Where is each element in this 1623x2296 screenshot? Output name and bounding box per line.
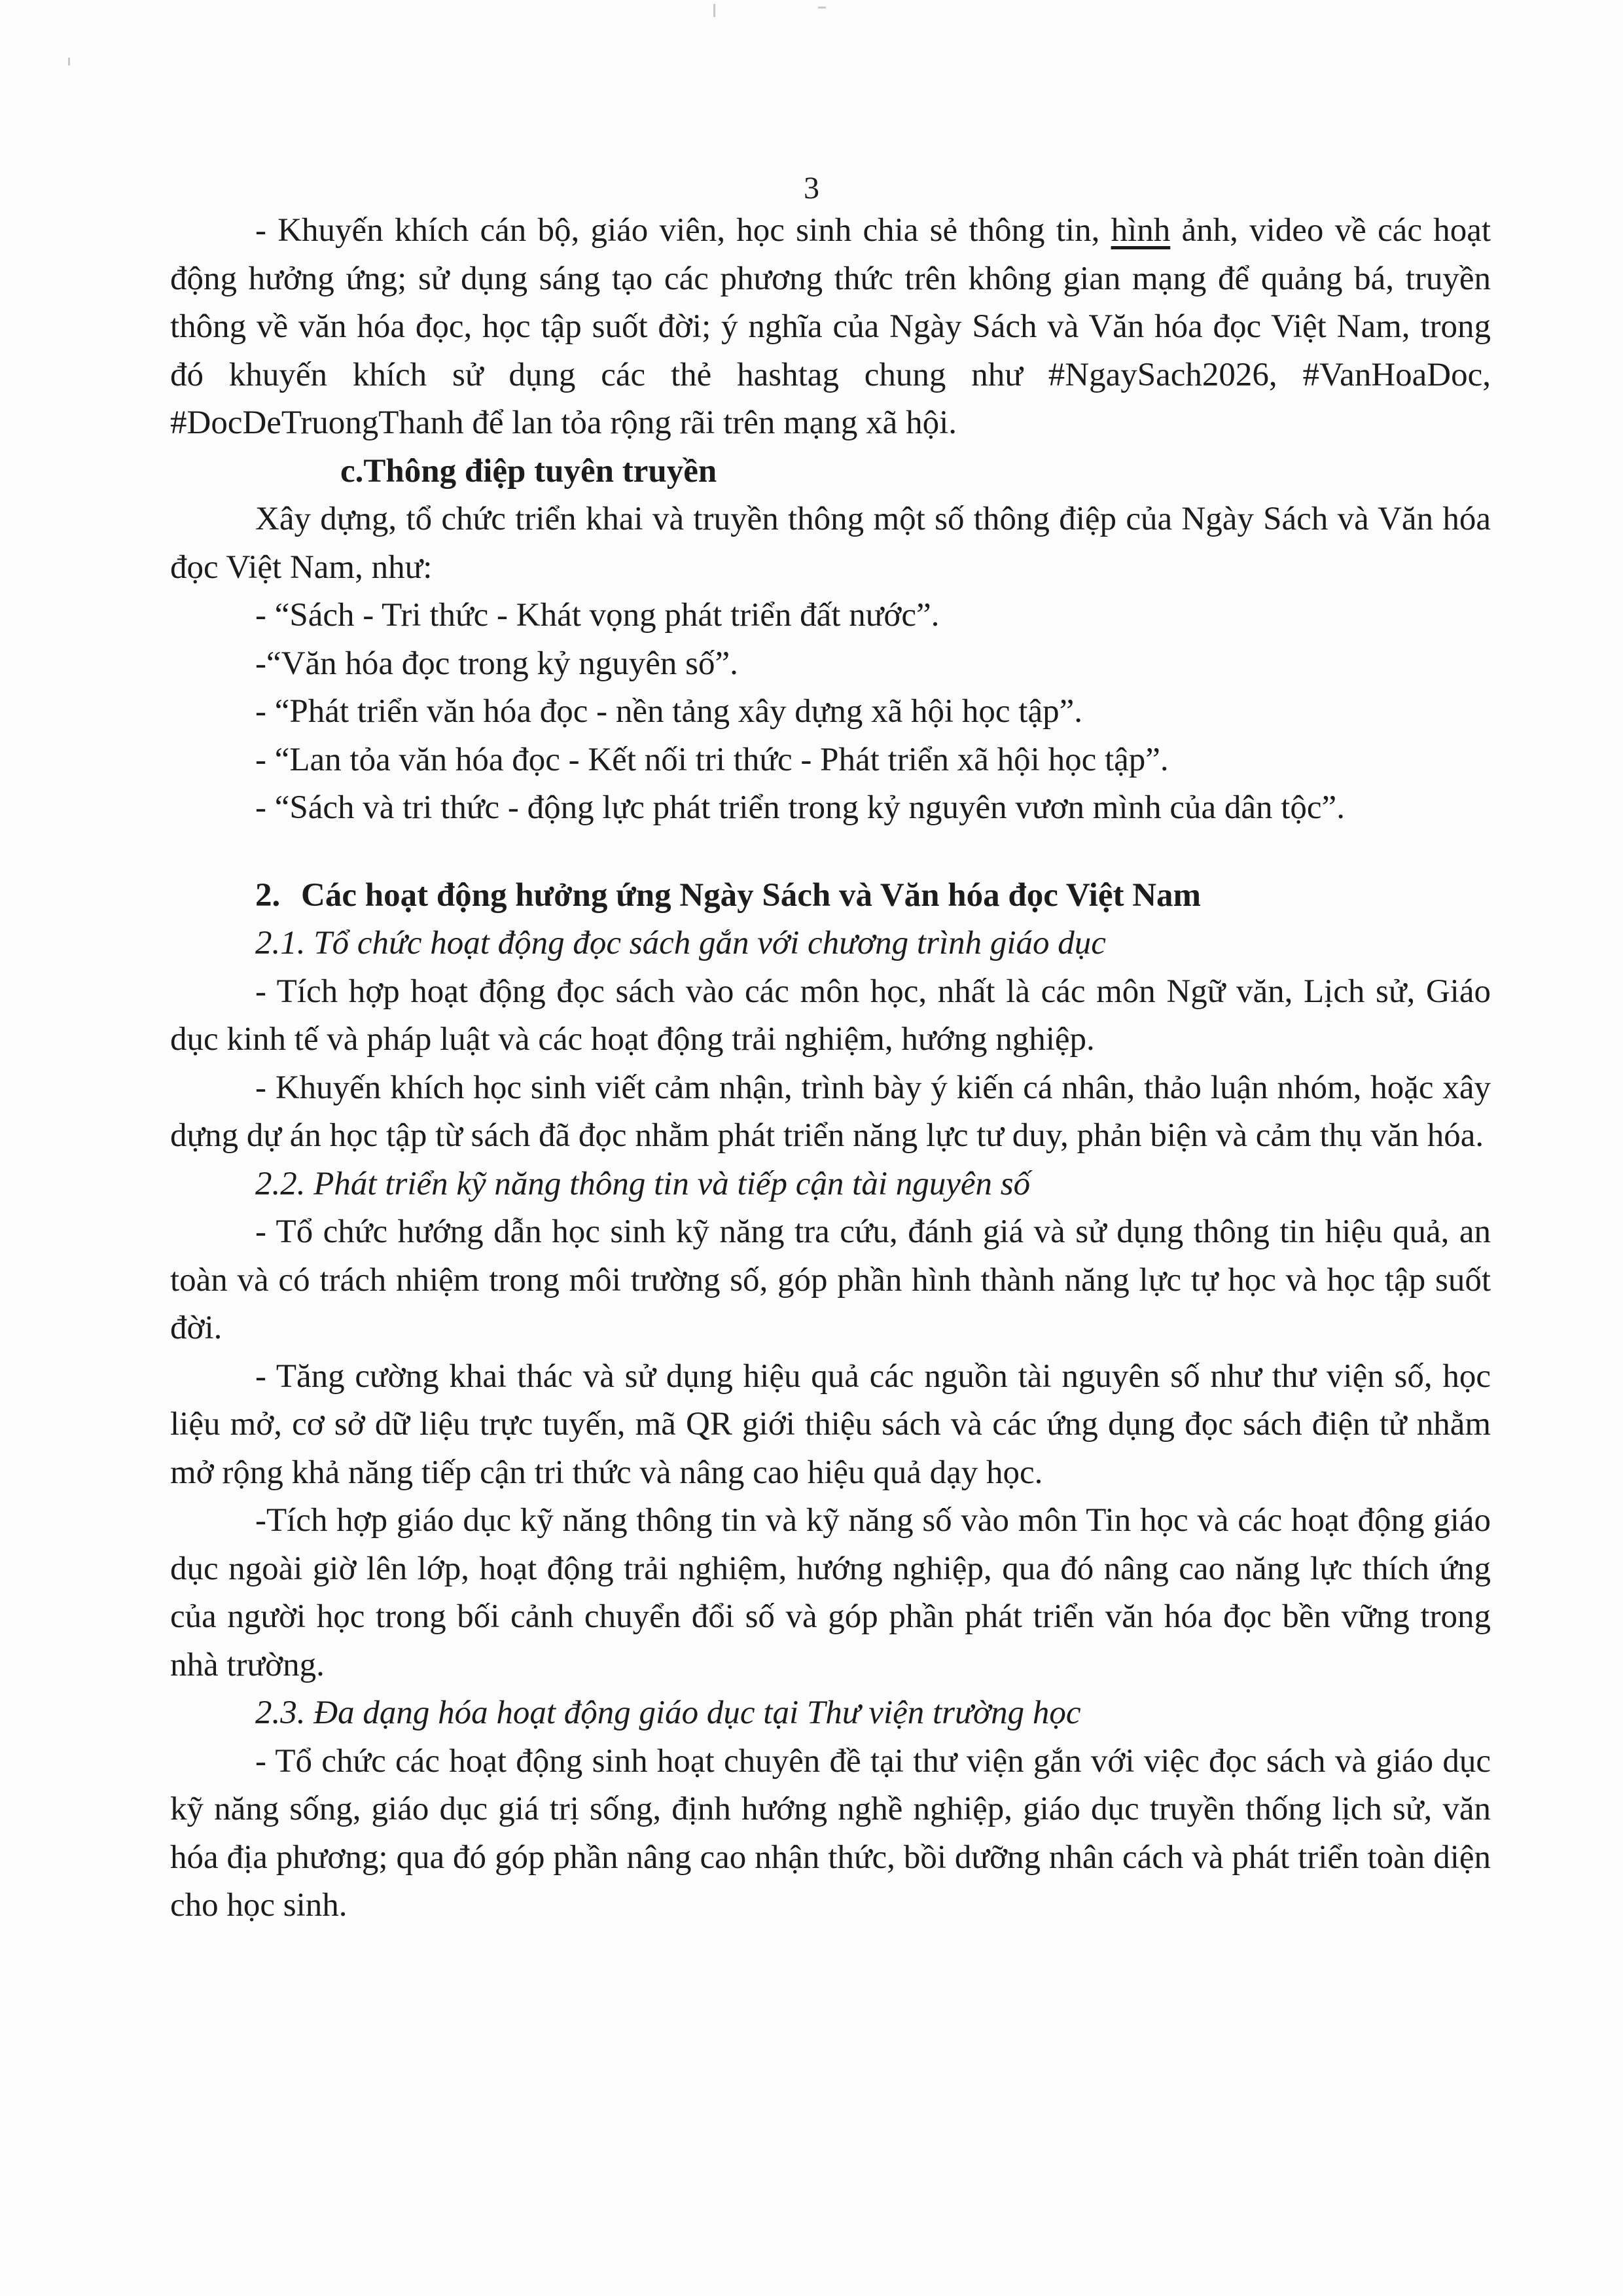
- subsection-2-1-title: 2.1. Tổ chức hoạt động đọc sách gắn với chương trình giáo dục: [255, 925, 1106, 961]
- message-item: - “Sách - Tri thức - Khát vọng phát triển đất nước”.: [255, 597, 940, 634]
- paragraph: - Tích hợp hoạt động đọc sách vào các môn học, nhất là các môn Ngữ văn, Lịch sử, Giáo dục kinh tế và pháp luật và các hoạt động trải nghiệm, hướng nghiệp.: [170, 973, 1491, 1058]
- scan-mark: [818, 7, 826, 9]
- page-number: 3: [804, 171, 819, 206]
- message-item: -“Văn hóa đọc trong kỷ nguyên số”.: [255, 645, 738, 682]
- scan-mark: [713, 4, 715, 17]
- section-c-heading: c.Thông điệp tuyên truyền: [340, 452, 717, 490]
- paragraph: - Tổ chức hướng dẫn học sinh kỹ năng tra cứu, đánh giá và sử dụng thông tin hiệu quả, an toàn và có trách nhiệm trong môi trường số, góp phần hình thành năng lực tự học và học tập suốt đời.: [170, 1213, 1491, 1346]
- message-item: - “Lan tỏa văn hóa đọc - Kết nối tri thức - Phát triển xã hội học tập”.: [255, 741, 1169, 778]
- paragraph: - Tăng cường khai thác và sử dụng hiệu quả các nguồn tài nguyên số như thư viện số, học liệu mở, cơ sở dữ liệu trực tuyến, mã QR giới thiệu sách và các ứng dụng đọc sách điện tử nhằm mở rộng khả năng tiếp cận tri thức và nâng cao hiệu quả dạy học.: [170, 1357, 1491, 1491]
- document-body: [170, 207, 1491, 1930]
- paragraph: - Khuyến khích học sinh viết cảm nhận, trình bày ý kiến cá nhân, thảo luận nhóm, hoặc xây dựng dự án học tập từ sách đã đọc nhằm phát triển năng lực tư duy, phản biện và cảm thụ văn hóa.: [170, 1069, 1491, 1154]
- section-c-intro: Xây dựng, tổ chức triển khai và truyền thông một số thông điệp của Ngày Sách và Văn hóa đọc Việt Nam, như:: [170, 501, 1491, 586]
- subsection-2-3-title: 2.3. Đa dạng hóa hoạt động giáo dục tại Thư viện trường học: [255, 1695, 1081, 1731]
- paragraph: - Tổ chức các hoạt động sinh hoạt chuyên đề tại thư viện gắn với việc đọc sách và giáo dục kỹ năng sống, giáo dục giá trị sống, định hướng nghề nghiệp, giáo dục truyền thống lịch sử, văn hóa địa phương; qua đó góp phần nâng cao nhận thức, bồi dưỡng nhân cách và phát triển toàn diện cho học sinh.: [170, 1742, 1491, 1924]
- underlined-word: hình: [1111, 212, 1171, 249]
- message-item: - “Sách và tri thức - động lực phát triển trong kỷ nguyên vươn mình của dân tộc”.: [255, 789, 1345, 826]
- paragraph: -Tích hợp giáo dục kỹ năng thông tin và kỹ năng số vào môn Tin học và các hoạt động giáo dục ngoài giờ lên lớp, hoạt động trải nghiệm, hướng nghiệp, qua đó nâng cao năng lực thích ứng của người học trong bối cảnh chuyển đổi số và góp phần phát triển văn hóa đọc bền vững trong nhà trường.: [170, 1502, 1491, 1683]
- spacer: [170, 833, 1491, 872]
- subsection-2-2-title: 2.2. Phát triển kỹ năng thông tin và tiếp cận tài nguyên số: [255, 1165, 1031, 1202]
- paragraph-share-info: - Khuyến khích cán bộ, giáo viên, học sinh chia sẻ thông tin, hình ảnh, video về các hoạt động hưởng ứng; sử dụng sáng tạo các phương thức trên không gian mạng để quảng bá, truyền thông về văn hóa đọc, học tập suốt đời; ý nghĩa của Ngày Sách và Văn hóa đọc Việt Nam, trong đó khuyến khích sử dụng các thẻ hashtag chung như #NgaySach2026, #VanHoaDoc, #DocDeTruongThanh để lan tỏa rộng rãi trên mạng xã hội.: [170, 212, 1491, 441]
- section-2-number: 2.: [255, 876, 281, 914]
- scan-mark: [68, 58, 70, 65]
- message-item: - “Phát triển văn hóa đọc - nền tảng xây dựng xã hội học tập”.: [255, 693, 1082, 730]
- section-2-title: Các hoạt động hưởng ứng Ngày Sách và Văn hóa đọc Việt Nam: [301, 876, 1202, 914]
- section-2-heading: [170, 872, 1491, 920]
